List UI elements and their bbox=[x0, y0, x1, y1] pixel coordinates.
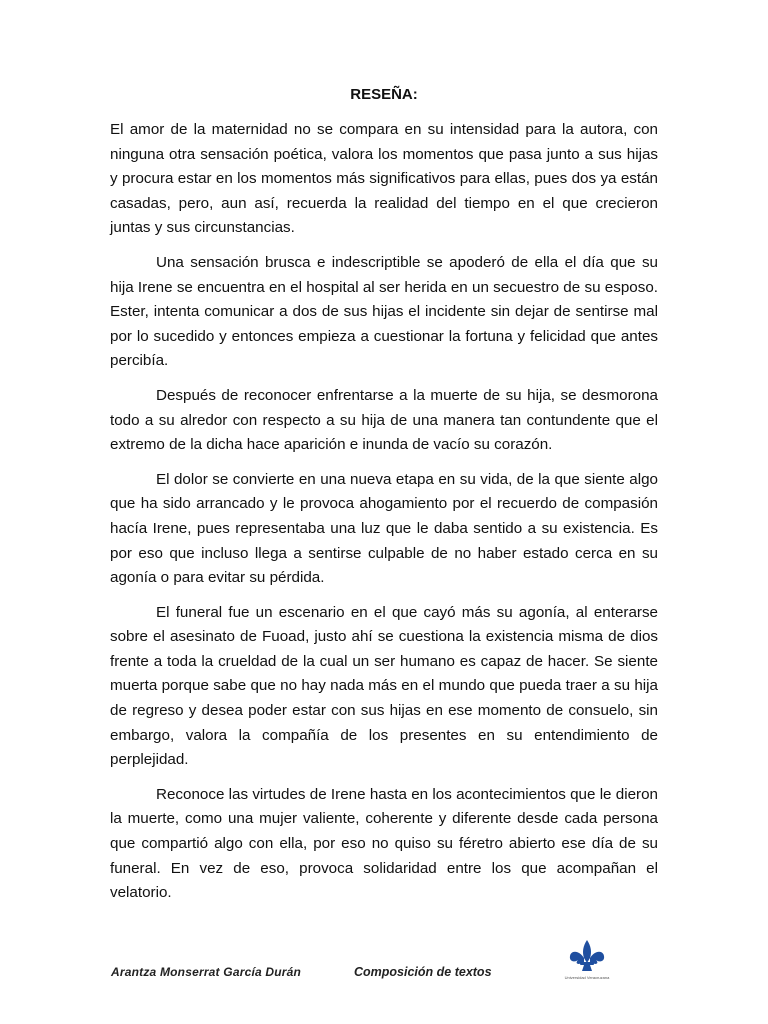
paragraph-2: Una sensación brusca e indescriptible se apoderó de ella el día que su hija Irene se encuentra en el hospital al ser herida en un secuestro de su esposo. Ester, intenta comunicar a dos de sus hijas el incidente sin dejar de sentirse mal por lo sucedido y entonces empieza a cuestionar la fortuna y felicidad que antes percibía. bbox=[110, 253, 658, 370]
paragraph-3: Después de reconocer enfrentarse a la muerte de su hija, se desmorona todo a su alredor con respecto a su hija de una manera tan contundente que el extremo de la dicha hace aparición e inunda de vacío su corazón. bbox=[110, 386, 658, 454]
document-body bbox=[110, 118, 658, 916]
flor-de-liz-icon bbox=[557, 938, 617, 974]
paragraph-1: El amor de la maternidad no se compara en su intensidad para la autora, con ninguna otra sensación poética, valora los momentos que pasa junto a sus hijas y procura estar en los momentos más significativos para ellas, pues dos ya están casadas, pero, aun así, recuerda la realidad del tiempo en el que crecieron juntas y sus circunstancias. bbox=[110, 121, 658, 237]
footer-author: Arantza Monserrat García Durán bbox=[111, 965, 302, 979]
page-footer bbox=[0, 938, 768, 988]
footer-course: Composición de textos bbox=[354, 965, 492, 979]
university-logo-icon bbox=[557, 938, 617, 986]
logo-caption: Universidad Veracruzana bbox=[564, 975, 610, 980]
paragraph-5: El funeral fue un escenario en el que cayó más su agonía, al enterarse sobre el asesinato de Fuoad, justo ahí se cuestiona la existencia misma de dios frente a toda la crueldad de la cual un ser humano es capaz de hacer. Se siente muerta porque sabe que no hay nada más en el mundo que pueda traer a su hija de regreso y desea poder estar con sus hijas en ese momento de consuelo, sin embargo, valora la compañía de los presentes en su entendimiento de perplejidad. bbox=[110, 603, 658, 769]
paragraph-6: Reconoce las virtudes de Irene hasta en los acontecimientos que le dieron la muerte, como una mujer valiente, coherente y diferente desde cada persona que compartió algo con ella, por eso no quiso su féretro abierto ese día de su funeral. En vez de eso, provoca solidaridad entre los que acompañan el velatorio. bbox=[110, 785, 658, 902]
document-title: RESEÑA: bbox=[350, 86, 418, 103]
paragraph-4: El dolor se convierte en una nueva etapa en su vida, de la que siente algo que ha sido arrancado y le provoca ahogamiento por el recuerdo de compasión hacía Irene, pues representaba una luz que le daba sentido a su existencia. Es por eso que incluso llega a sentirse culpable de no haber estado cerca en su agonía o para evitar su pérdida. bbox=[110, 470, 658, 587]
